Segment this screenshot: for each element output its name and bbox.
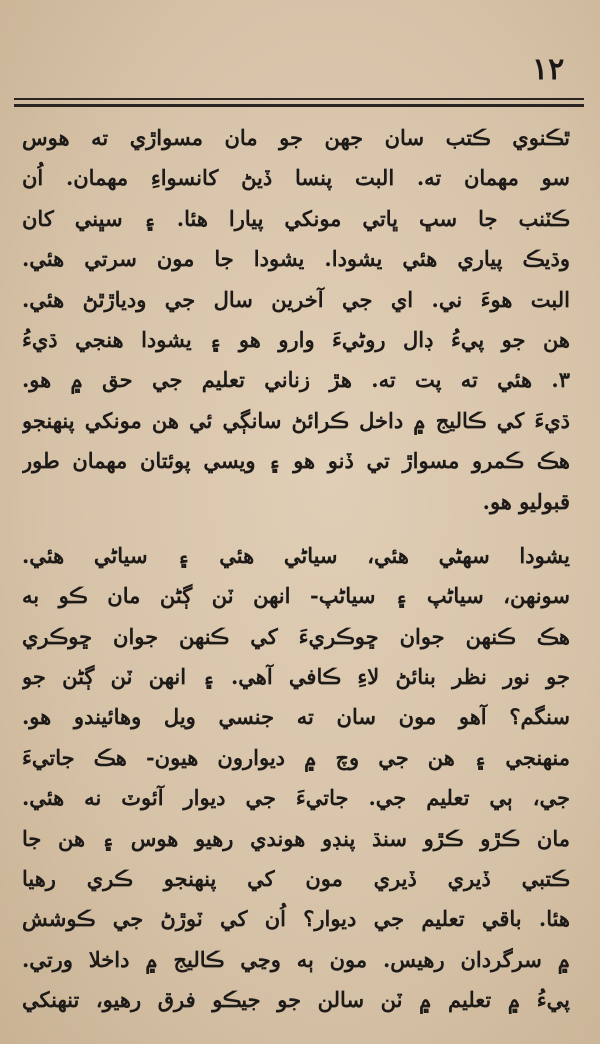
header-double-rule [14, 98, 584, 108]
page-number: ١٢ [532, 52, 565, 87]
text-line: مان ڪڙو ڪڙو سنڌ پنڊو هوندي رهيو هوس ۽ هن جا [22, 825, 570, 851]
header-rule-thin [14, 98, 584, 100]
text-line: هئا. باقي تعليم جي ديوار؟ اُن کي ٽوڙڻ جي ڪوشش [22, 906, 570, 932]
text-line: جي، ٻي تعليم جي. جاتيءَ جي ديوار آئوٽ نه هئي. [22, 785, 570, 811]
text-line: قبوليو هو. [482, 488, 570, 514]
paragraph-1 [22, 118, 570, 522]
text-line: سونهن، سياڻپ ۽ سياڻپ- انهن ٽن ڳڻن مان ڪو به [22, 583, 570, 609]
text-line: سو مهمان ته. البت پنسا ڏيڻ کانسواءِ مهمان. اُن [22, 165, 570, 191]
text-line: جو نور نظر بنائڻ لاءِ ڪافي آهي. ۽ انهن ٽن ڳڻن جو [22, 664, 570, 690]
text-line: سنگم؟ آهو مون سان ته جنسي ويل وهائيندو هو. [22, 704, 570, 730]
paragraph-2 [22, 536, 570, 1021]
text-line: ۾ سرگردان رهيس. مون ٻه وڃي ڪاليج ۾ داخلا ورتي. [22, 946, 570, 972]
text-line: ٿڪنوي ڪتب سان جهن جو مان مسواڙي ته هوس [22, 125, 570, 150]
text-line: يشودا سهڻي هئي، سياڻي هئي ۽ سياڻي هئي. [22, 542, 570, 568]
text-line: هن جو پيءُ ڊال روڻيءَ وارو هو ۽ يشودا هنجي ڌيءُ [22, 326, 570, 352]
text-line: ڪٽنب جا سڀ ڀاتي مونکي پيارا هئا. ۽ سڀني کان [22, 205, 570, 231]
text-line: ڪتبي ڏيري ڏيري مون کي پنهنجو ڪري رهيا [22, 866, 570, 892]
text-line: هڪ ڪمرو مسواڙ تي ڏنو هو ۽ ويسي پوئتان مهمان طور [22, 448, 570, 474]
text-line: البت هوءَ ني. اي جي آخرين سال جي ودياڙٿڻ هئي. [22, 286, 570, 312]
paragraph-gap [22, 522, 570, 536]
header-rule-thick [14, 104, 584, 107]
text-line: ڌيءَ کي ڪاليج ۾ داخل ڪرائڻ سانڳي ئي هن مونکي پنهنجو [22, 407, 570, 433]
body-text [22, 118, 570, 1021]
text-line: وڌيڪ پياري هئي يشودا. يشودا جا مون سرتي هئي. [22, 246, 570, 272]
text-line: منهنجي ۽ هن جي وچ ۾ ديوارون هيون- هڪ جاتيءَ [22, 744, 570, 770]
text-line: هڪ ڪنهن جوان ڇوڪريءَ کي ڪنهن جوان ڇوڪري [22, 623, 570, 649]
text-line: پيءُ ۾ تعليم ۾ ٽن سالن جو جيڪو فرق رهيو، تنهنکي [22, 987, 570, 1013]
text-line: ٣. هئي ته پت ته. هڙ زناني تعليم جي حق ۾ هو. [22, 367, 570, 393]
